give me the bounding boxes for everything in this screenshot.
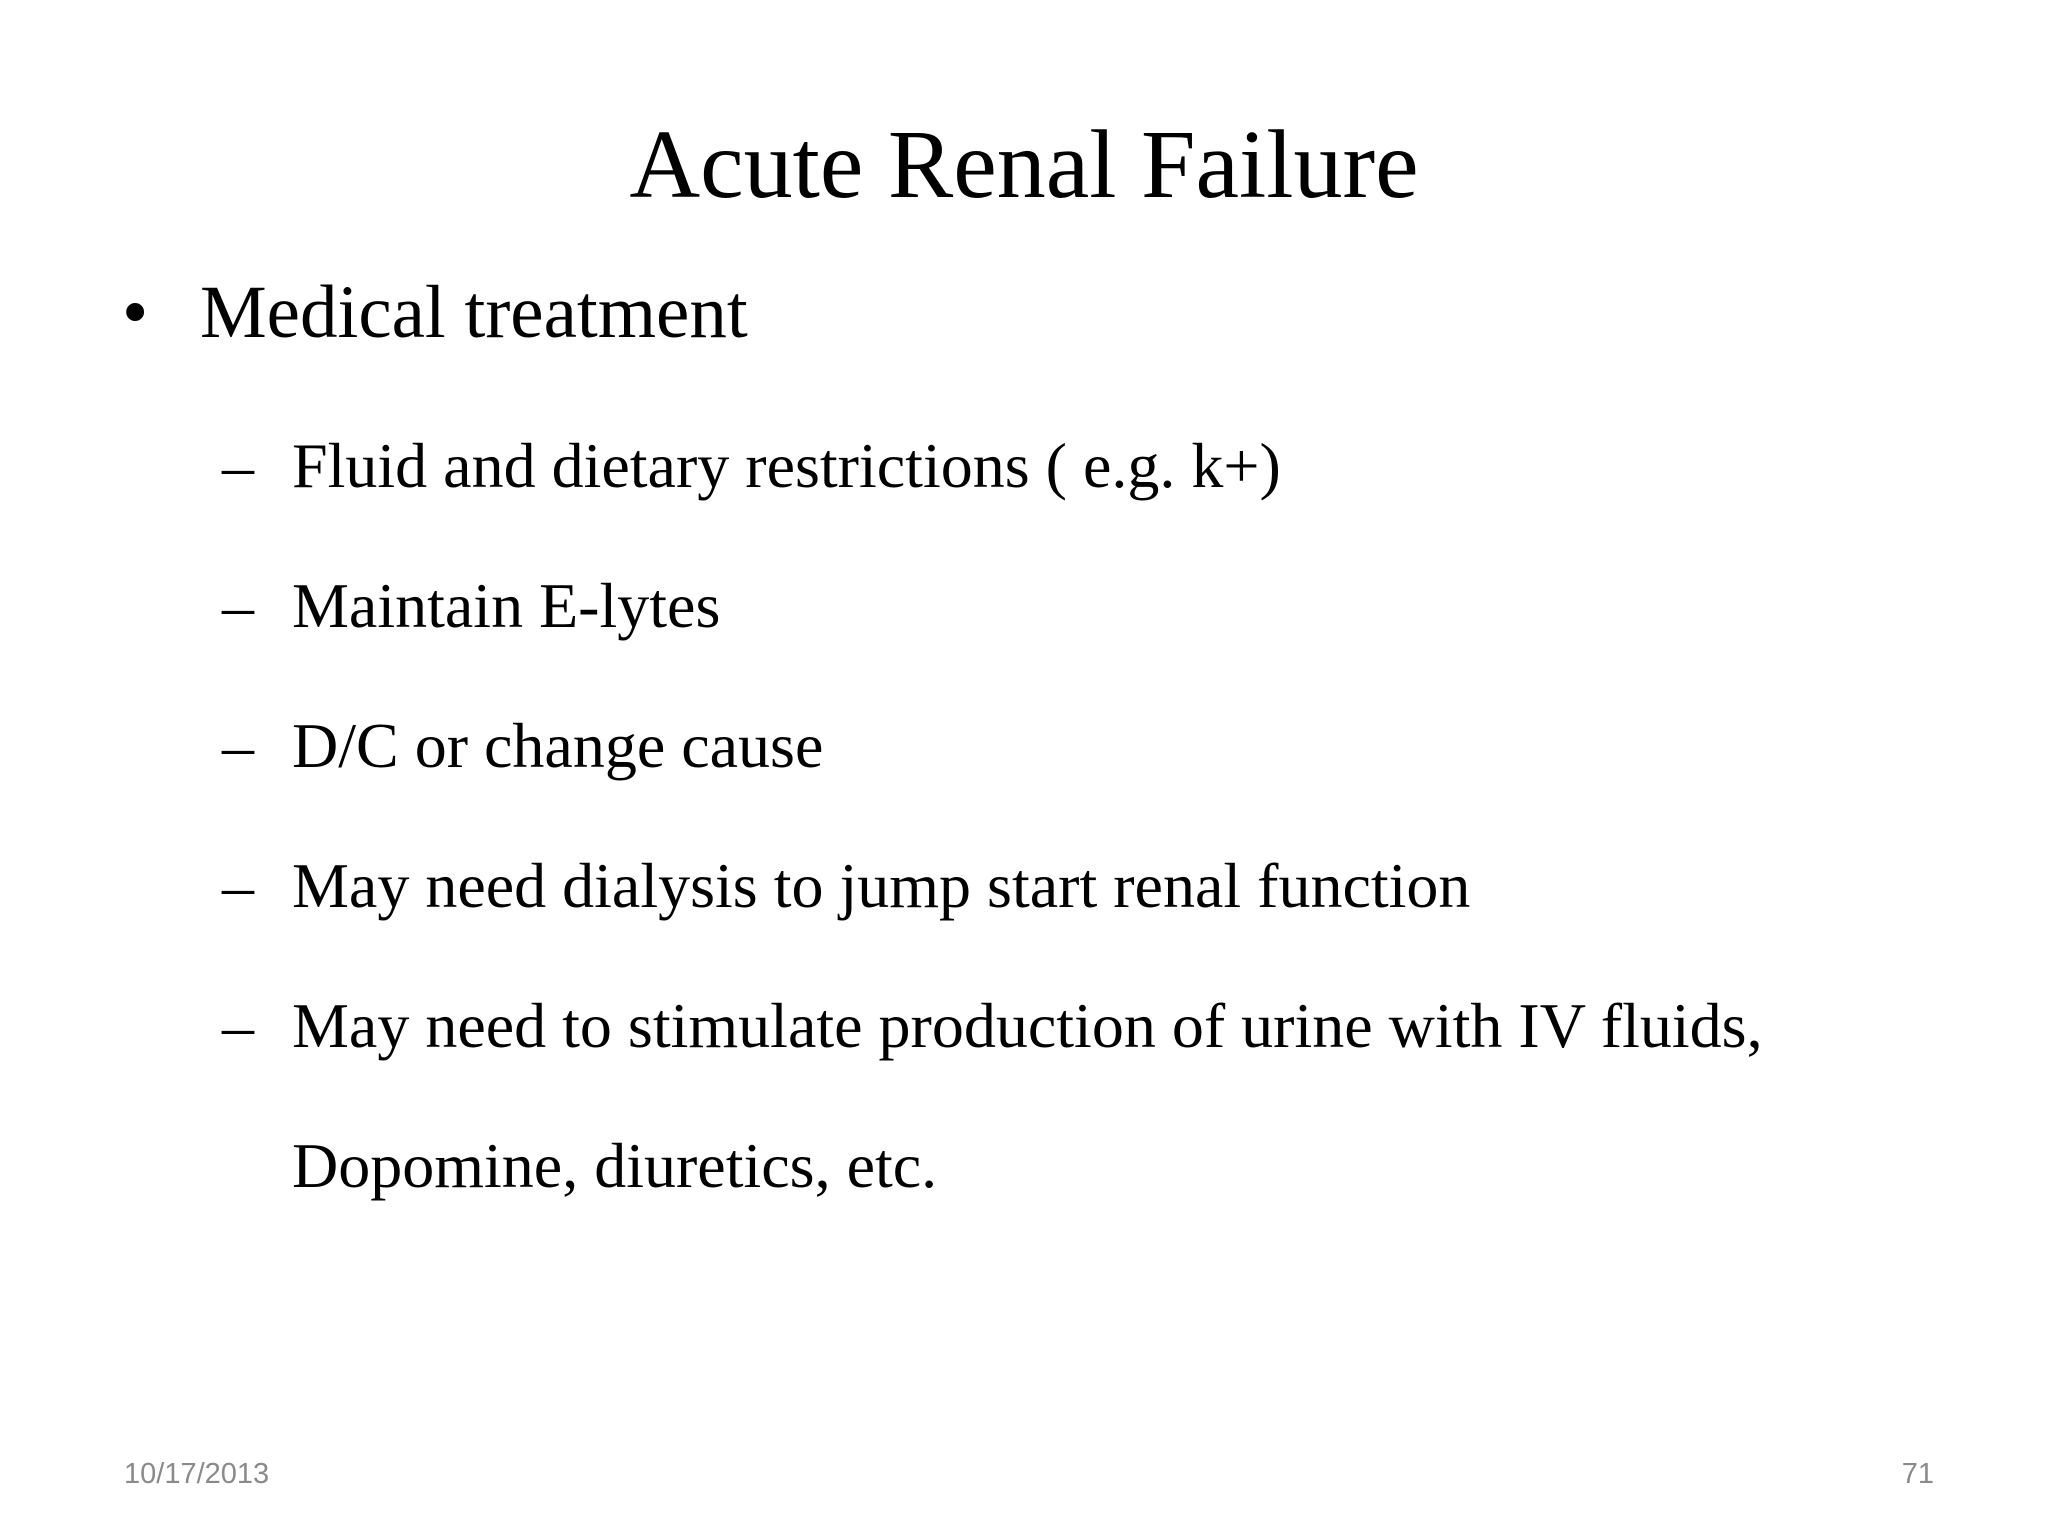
dash-icon: – xyxy=(222,990,254,1061)
footer-page-number: 71 xyxy=(1901,1458,1934,1490)
sub-item-continuation: Dopomine, diuretics, etc. xyxy=(292,1130,938,1201)
bullet-dot-icon: • xyxy=(122,271,149,354)
dash-icon: – xyxy=(222,430,254,501)
sub-item-text: Maintain E-lytes xyxy=(292,570,721,641)
dash-icon: – xyxy=(222,710,254,781)
sub-item-text: May need dialysis to jump start renal function xyxy=(292,850,1471,921)
slide-title: Acute Renal Failure xyxy=(629,111,1419,219)
sub-item-text: Fluid and dietary restrictions ( e.g. k+) xyxy=(292,430,1281,501)
footer-date: 10/17/2013 xyxy=(124,1458,270,1490)
dash-icon: – xyxy=(222,570,254,641)
dash-icon: – xyxy=(222,850,254,921)
sub-item-text: May need to stimulate production of urine with IV fluids, xyxy=(292,990,1763,1061)
sub-item-text: D/C or change cause xyxy=(292,710,824,781)
bullet-text: Medical treatment xyxy=(200,271,748,354)
